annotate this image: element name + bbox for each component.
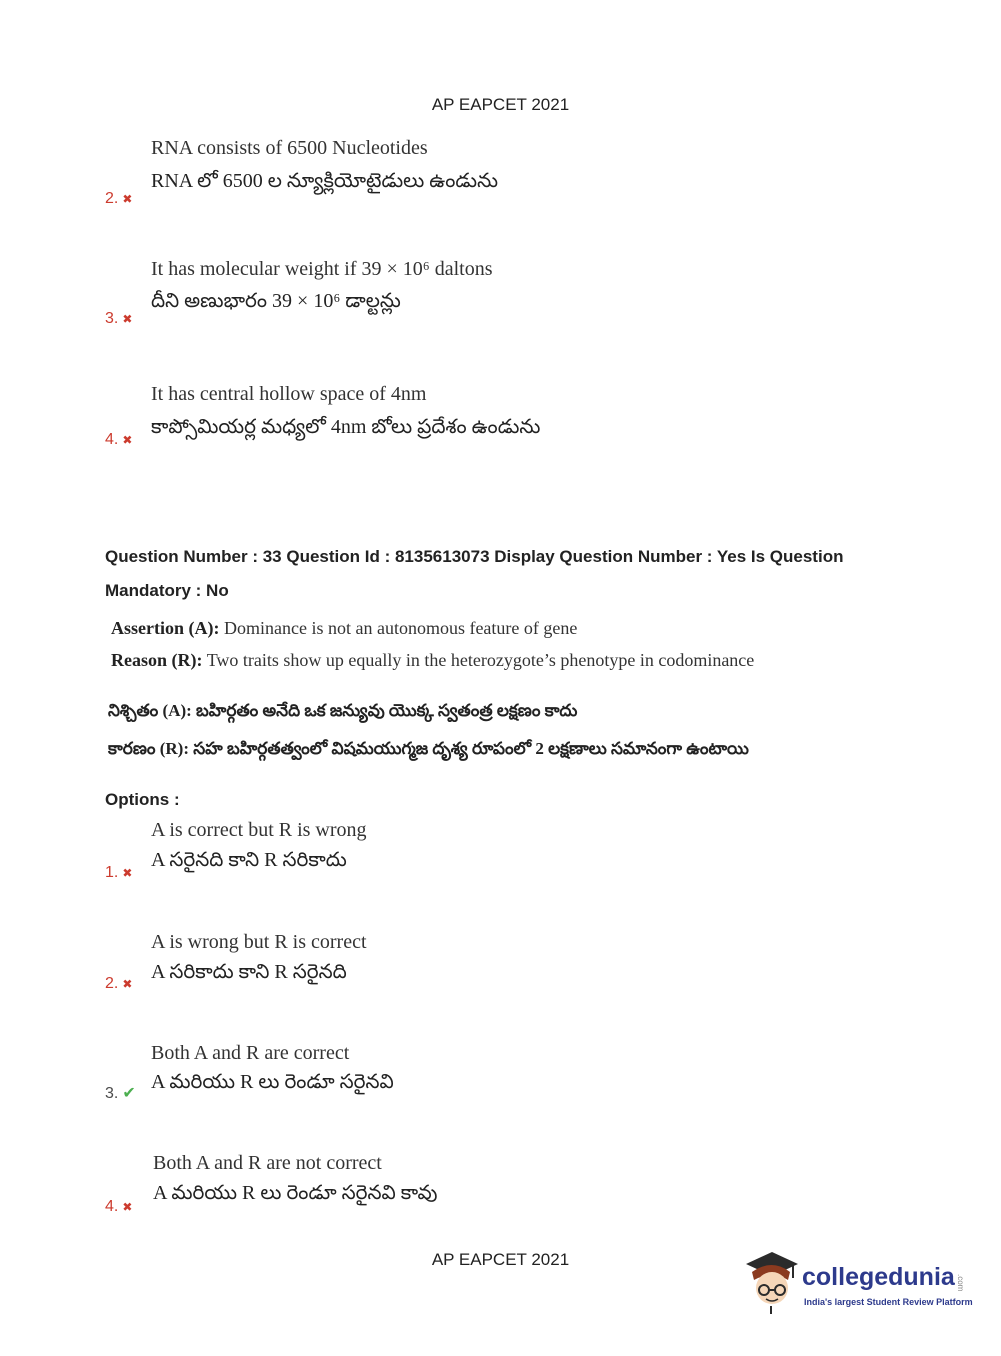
- option-4-telugu: A మరియు R లు రెండూ సరైనవి కావు: [153, 1182, 438, 1204]
- prev-option-2-number: [105, 190, 132, 208]
- option-3-english: Both A and R are correct: [151, 1042, 350, 1064]
- option-number: 2.: [105, 975, 119, 992]
- prev-option-2-telugu: RNA లో 6500 ల న్యూక్లియోటైడులు ఉండును: [151, 170, 499, 192]
- option-number: 2.: [105, 190, 119, 207]
- reason-telugu: కారణం (R): సహ బహిర్గతత్వంలో విషమయుగ్మజ దృశ్య రూపంలో 2 లక్షణాలు సమానంగా ఉంటాయి: [108, 739, 749, 758]
- option-2-number: [105, 975, 132, 993]
- prev-option-2-english: RNA consists of 6500 Nucleotides: [151, 137, 428, 159]
- assertion-label: Assertion (A):: [111, 618, 220, 638]
- option-number: 1.: [105, 864, 119, 881]
- option-1-number: [105, 864, 132, 882]
- prev-option-4-number: [105, 431, 132, 449]
- page-header: AP EAPCET 2021: [431, 95, 570, 114]
- check-icon: ✔: [122, 1085, 136, 1102]
- reason-line: [111, 650, 754, 671]
- cross-icon: ✖: [122, 433, 133, 447]
- prev-option-3-telugu: దీని అణుభారం 39 × 10⁶ డాల్టన్లు: [151, 290, 401, 312]
- assertion-telugu: నిశ్చితం (A): బహిర్గతం అనేది ఒక జన్యువు యొక్క స్వతంత్ర లక్షణం కాదు: [108, 701, 578, 720]
- prev-option-4-telugu: కాప్సోమియర్ల మధ్యలో 4nm బోలు ప్రదేశం ఉండును: [151, 416, 541, 438]
- reason-text: Two traits show up equally in the heterozygote’s phenotype in codominance: [206, 650, 755, 670]
- assertion-text: Dominance is not an autonomous feature of gene: [223, 618, 578, 638]
- option-1-english: A is correct but R is wrong: [151, 819, 367, 841]
- logo-tagline: India's largest Student Review Platform: [804, 1297, 973, 1307]
- cross-icon: ✖: [122, 1200, 133, 1214]
- question-info-line1: Question Number : 33 Question Id : 8135613073 Display Question Number : Yes Is Question: [105, 547, 844, 566]
- logo-name: collegedunia: [802, 1263, 955, 1291]
- question-info-line2: Mandatory : No: [105, 581, 229, 600]
- collegedunia-logo[interactable]: [742, 1250, 972, 1320]
- option-3-number: [105, 1083, 136, 1103]
- cross-icon: ✖: [122, 866, 133, 880]
- cross-icon: ✖: [122, 192, 133, 206]
- option-4-number: [105, 1198, 132, 1216]
- option-1-telugu: A సరైనది కాని R సరికాదు: [151, 849, 347, 871]
- option-2-telugu: A సరికాదు కాని R సరైనది: [151, 961, 347, 983]
- option-number: 4.: [105, 431, 119, 448]
- option-number: 4.: [105, 1198, 119, 1215]
- option-4-english: Both A and R are not correct: [153, 1152, 382, 1174]
- mascot-icon: [742, 1250, 800, 1314]
- option-number: 3.: [105, 1085, 119, 1102]
- option-2-english: A is wrong but R is correct: [151, 931, 367, 953]
- prev-option-3-number: [105, 310, 132, 328]
- prev-option-3-english: It has molecular weight if 39 × 10⁶ daltons: [151, 258, 493, 280]
- cross-icon: ✖: [122, 312, 133, 326]
- assertion-line: [111, 618, 577, 639]
- options-label: Options :: [105, 790, 180, 809]
- prev-option-4-english: It has central hollow space of 4nm: [151, 383, 427, 405]
- reason-label: Reason (R):: [111, 650, 203, 670]
- page-footer: AP EAPCET 2021: [431, 1250, 570, 1269]
- option-3-telugu: A మరియు R లు రెండూ సరైనవి: [151, 1071, 394, 1093]
- cross-icon: ✖: [122, 977, 133, 991]
- logo-suffix: .com: [956, 1274, 965, 1292]
- option-number: 3.: [105, 310, 119, 327]
